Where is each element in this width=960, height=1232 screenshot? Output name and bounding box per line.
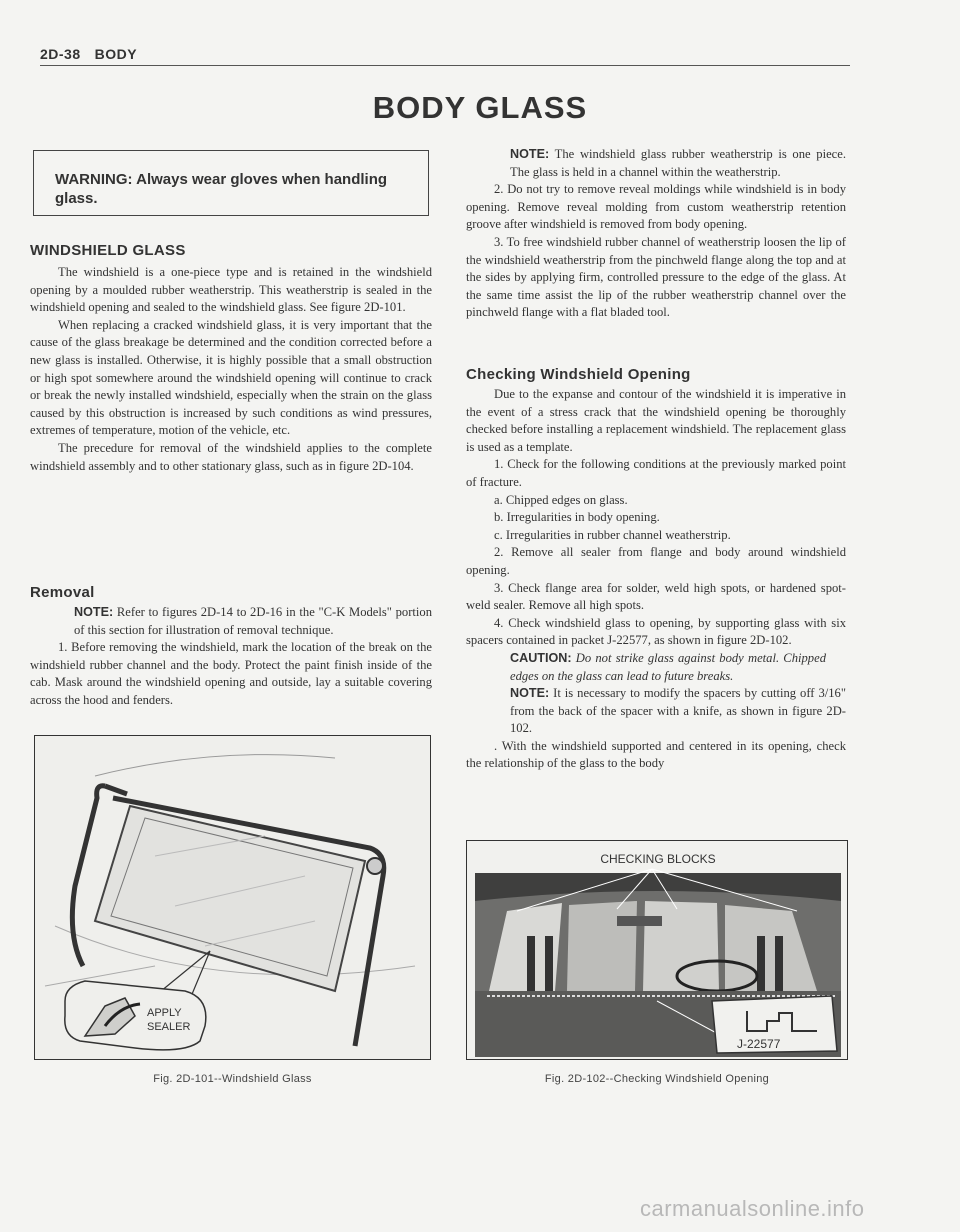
checking-step-5: . With the windshield supported and centered in its opening, check the relationship of the glass to the body [466,738,846,771]
checking-item-a: a. Chipped edges on glass. [494,492,628,507]
removal-step-3: 3. To free windshield rubber channel of weatherstrip loosen the lip of the windshield weatherstrip from the pinchweld flange along the top and at the sides by applying firm, controlled pressure to the edge of the glass. At the same time assist the lip of the rubber weatherstrip channel over the pinchweld flange with a flat bladed tool. [466,234,846,320]
note-text: The windshield glass rubber weatherstrip is one piece. The glass is held in a channel within the weatherstrip. [510,147,847,179]
page-title: BODY GLASS [372,90,588,125]
checking-intro: Due to the expanse and contour of the windshield it is imperative in the event of a stress crack that the windshield opening be thoroughly checked before installing a replacement windshield. The replacement glass is used as a template. [466,387,846,454]
page-number: 2D-38 [40,46,81,62]
figure-checking-opening [466,840,848,1060]
header-rule [40,65,850,66]
removal-step-2: 2. Do not try to remove reveal moldings while windshield is in body opening. Remove reveal molding from custom weatherstrip retention groove after windshield is removed from body opening. [466,182,846,232]
removal-body [30,604,432,710]
windshield-illustration [35,736,431,1060]
checking-blocks-illustration [467,841,848,1060]
apply-sealer-label: APPLY [147,1007,182,1019]
removal-note [30,604,432,639]
spacer-note [466,685,846,738]
warning-text: Always wear gloves when handling glass. [55,171,388,207]
note-label: NOTE: [74,605,114,619]
figure-windshield-glass [34,735,431,1060]
checking-step-1: 1. Check for the following conditions at the previously marked point of fracture. [466,457,846,489]
checking-item-c: c. Irregularities in rubber channel weatherstrip. [494,527,731,542]
warning-box [33,150,429,216]
checking-step-2: 2. Remove all sealer from flange and body around windshield opening. [466,545,846,577]
paragraph: When replacing a cracked windshield glass, it is very important that the cause of the glass breakage be determined and the condition corrected before a new glass is installed. Otherwise, it is highly possible that a small obstruction or high spot somewhere around the windshield opening will continue to crack or break the newly installed windshield, especially when the strain on the glass caused by this obstruction is increased by such conditions as wind pressures, extremes of temperature, motion of the vehicle, etc. [30,317,432,438]
caution-label: CAUTION: [510,650,572,665]
watermark: carmanualsonline.info [640,1196,865,1221]
page-header [40,46,137,62]
svg-text:SEALER: SEALER [147,1021,191,1033]
weatherstrip-note [466,146,846,181]
checking-blocks-label: CHECKING BLOCKS [600,852,716,866]
section-name: BODY [94,46,138,62]
right-top-body [466,146,846,322]
note-text: Refer to figures 2D-14 to 2D-16 in the "C-K Models" portion of this section for illustration of removal technique. [74,605,433,637]
removal-heading: Removal [30,584,95,601]
checking-step-3: 3. Check flange area for solder, weld high spots, or hardened spot-weld sealer. Remove all high spots. [466,580,846,613]
paragraph: The windshield is a one-piece type and is retained in the windshield opening by a moulded rubber weatherstrip. This weatherstrip is sealed in the windshield opening and sealed to the windshield glass. See figure 2D-101. [30,265,432,315]
warning-label: WARNING: [55,171,133,188]
figure-101-caption: Fig. 2D-101--Windshield Glass [153,1073,312,1085]
checking-heading: Checking Windshield Opening [466,366,691,383]
caution-text: Do not strike glass against body metal. Chipped edges on the glass can lead to future breaks. [510,650,826,683]
note-label: NOTE: [510,147,550,161]
checking-step-4: 4. Check windshield glass to opening, by supporting glass with six spacers contained in packet J-22577, as shown in figure 2D-102. [466,615,846,648]
windshield-glass-heading: WINDSHIELD GLASS [30,242,186,259]
caution [466,650,846,685]
figure-102-caption: Fig. 2D-102--Checking Windshield Opening [544,1073,770,1085]
note-label: NOTE: [510,686,550,701]
tool-number-label: J-22577 [737,1037,781,1051]
paragraph: The precedure for removal of the windshield applies to the complete windshield assembly and to other stationary glass, such as in figure 2D-104. [30,440,432,473]
windshield-glass-body [30,264,432,475]
checking-item-b: b. Irregularities in body opening. [494,510,660,525]
removal-step-1: 1. Before removing the windshield, mark the location of the break on the windshield rubber channel and the body. Protect the paint finish inside of the cab. Mask around the windshield opening and outside, lay a suitable covering across the hood and fenders. [30,640,432,707]
checking-body [466,386,846,773]
note-text: It is necessary to modify the spacers by cutting off 3/16" from the back of the spacer with a knife, as shown in figure 2D-102. [510,686,846,736]
